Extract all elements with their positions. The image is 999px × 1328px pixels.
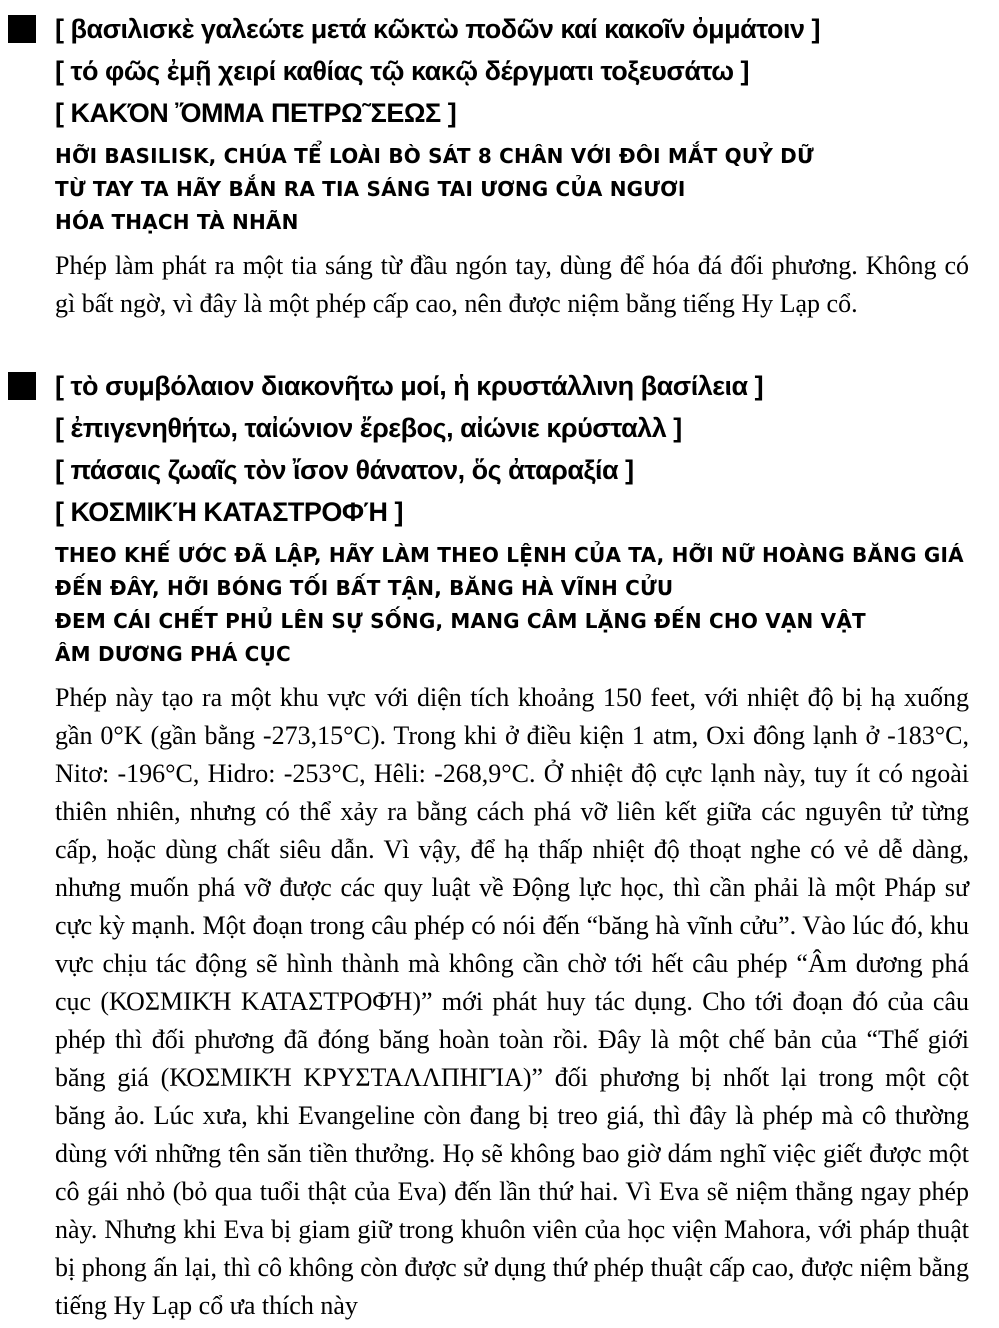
black-square-bullet-icon [8,372,36,400]
translation-caps-line: HÓA THẠCH TÀ NHÃN [55,210,299,234]
translation-caps-line: ĐẾN ĐÂY, HỠI BÓNG TỐI BẤT TẬN, BĂNG HÀ VĨNH CỬU [55,576,674,600]
greek-incantation-block [55,8,969,134]
greek-incantation-line: [ ἐπιγενηθήτω, ταἰώνιον ἔρεβος, αἰώνιε κρύσταλλ ] [55,413,682,443]
black-square-bullet-icon [8,15,36,43]
vietnamese-translation-block [55,539,969,671]
greek-incantation-line: [ πάσαις ζωαῖς τὸν ἴσον θάνατον, ὅς ἀταραξία ] [55,455,634,485]
spell-description-paragraph: Phép này tạo ra một khu vực với diện tích khoảng 150 feet, với nhiệt độ bị hạ xuống gần 0°K (gần bằng -273,15°C). Trong khi ở điều kiện 1 atm, Oxi đông lạnh ở -183°C, Nitơ: -196°C, Hidro: -253°C, Hêli: -268,9°C. Ở nhiệt độ cực lạnh này, tuy ít có ngoài thiên nhiên, nhưng có thể xảy ra bằng cách phá vỡ liên kết giữa các nguyên tử từng cấp, hoặc dùng chất siêu dẫn. Vì vậy, để hạ thấp nhiệt độ thoạt nghe có vẻ dễ dàng, nhưng muốn phá vỡ được các quy luật về Động lực học, thì cần phải là một Pháp sư cực kỳ mạnh. Một đoạn trong câu phép có nói đến “băng hà vĩnh cửu”. Vào lúc đó, khu vực chịu tác động sẽ hình thành mà không cần chờ tới hết câu phép “Âm dương phá cục (ΚΟΣΜΙΚΉ ΚΑΤΑΣΤΡΟΦΉ)” mới phát huy tác dụng. Cho tới đoạn đó của câu phép thì đối phương đã đóng băng hoàn toàn rồi. Đây là một chế bản của “Thế giới băng giá (ΚΟΣΜΙΚΉ ΚΡΥΣΤΑΛΛΠΗΓΊΑ)” đối phương bị nhốt lại trong một cột băng ảo. Lúc xưa, khi Evangeline còn đang bị treo giá, thì đây là phép mà cô thường dùng với những tên săn tiền thưởng. Họ sẽ không bao giờ dám nghĩ việc giết được một cô gái nhỏ (bỏ qua tuổi thật của Eva) đến lần thứ hai. Vì Eva sẽ niệm thẳng ngay phép này. Nhưng khi Eva bị giam giữ trong khuôn viên của học viện Mahora, với pháp thuật bị phong ấn lại, thì cô không còn được sử dụng thứ phép thuật cấp cao, được niệm bằng tiếng Hy Lạp cổ ưa thích này [55,683,969,1320]
translation-caps-line: ÂM DƯƠNG PHÁ CỤC [55,642,291,666]
greek-incantation-block [55,365,969,533]
translation-caps-line: THEO KHẾ ƯỚC ĐÃ LẬP, HÃY LÀM THEO LỆNH CỦA TA, HỠI NỮ HOÀNG BĂNG GIÁ [55,543,964,567]
greek-incantation-line: [ βασιλισκὲ γαλεώτε μετά κῶκτὼ ποδῶν καί κακοῖν ὀμμάτοιν ] [55,14,821,44]
spell-description-paragraph: Phép làm phát ra một tia sáng từ đầu ngón tay, dùng để hóa đá đối phương. Không có gì bất ngờ, vì đây là một phép cấp cao, nên được niệm bằng tiếng Hy Lạp cổ. [55,251,969,318]
greek-incantation-line: [ τὸ συμβόλαιον διακονῆτω μοί, ἡ κρυστάλλινη βασίλεια ] [55,371,764,401]
vietnamese-translation-block [55,140,969,239]
greek-incantation-line: [ ΚΟΣΜΙΚΉ ΚΑΤΑΣΤΡΟΦΉ ] [55,497,403,527]
translation-caps-line: HỠI BASILISK, CHÚA TỂ LOÀI BÒ SÁT 8 CHÂN VỚI ĐÔI MẮT QUỶ DỮ [55,144,814,168]
greek-incantation-line: [ τό φῶς ἐμῇ χειρί καθίας τῷ κακῷ δέργματι τοξευσάτω ] [55,56,750,86]
spell-section-petrification [55,8,969,323]
translation-caps-line: TỪ TAY TA HÃY BẮN RA TIA SÁNG TAI ƯƠNG CỦA NGƯƠI [55,177,686,201]
translation-caps-line: ĐEM CÁI CHẾT PHỦ LÊN SỰ SỐNG, MANG CÂM LẶNG ĐẾN CHO VẠN VẬT [55,609,866,633]
greek-incantation-line: [ ΚΑΚΌΝ ὌΜΜΑ ΠΕΤΡΩ῀ΣΕΩΣ ] [55,98,457,128]
spell-section-cosmic-catastrophe [55,365,969,1325]
